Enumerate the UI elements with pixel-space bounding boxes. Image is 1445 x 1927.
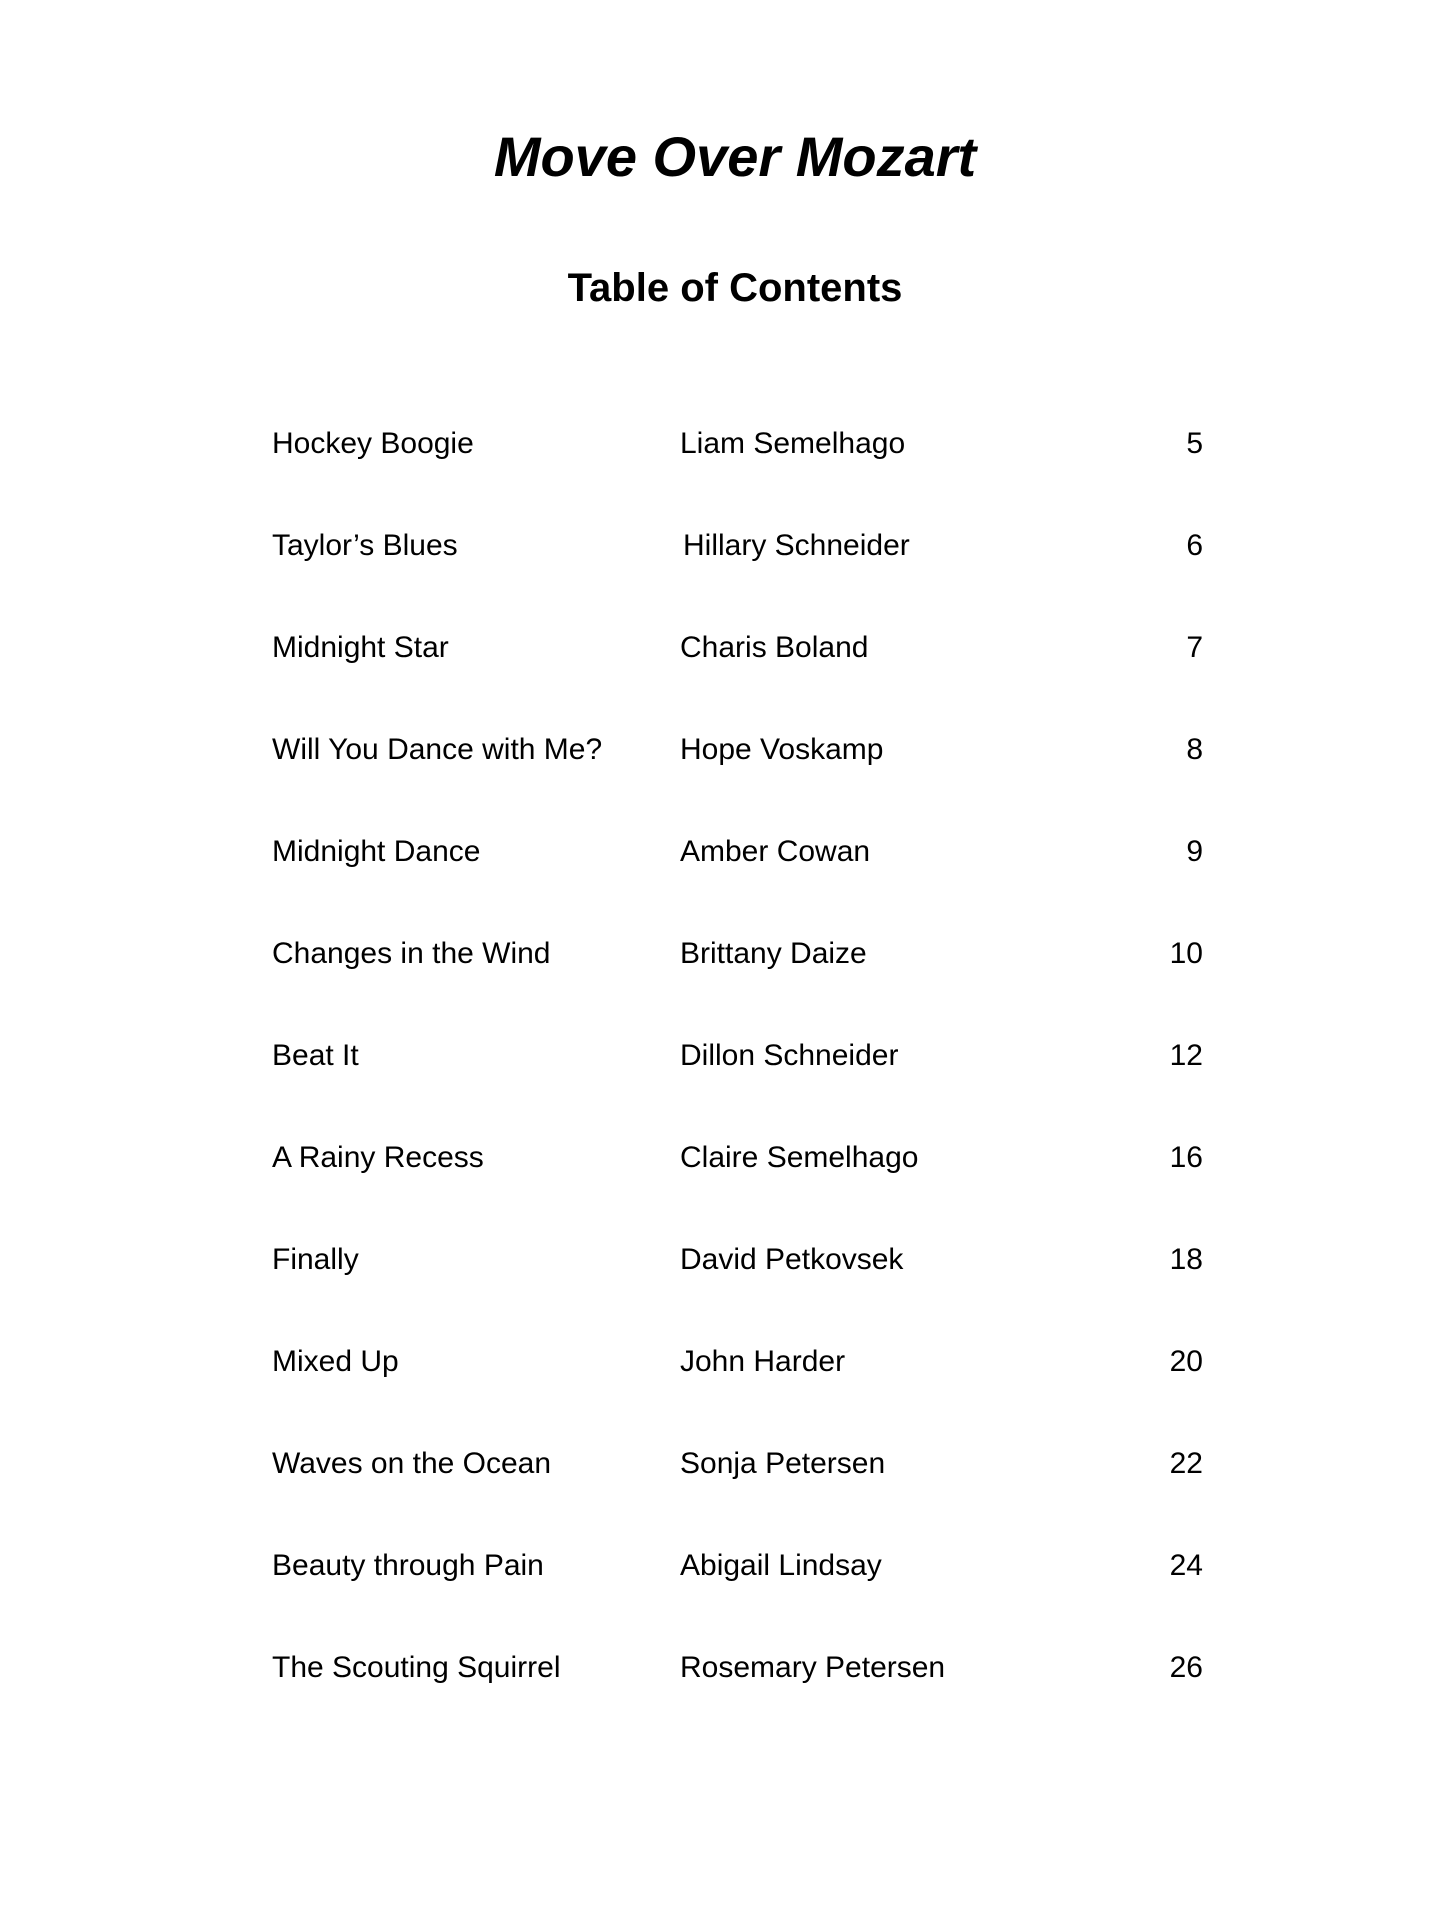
toc-entry xyxy=(272,1545,1212,1647)
entry-author: Amber Cowan xyxy=(680,835,871,868)
entry-author: Rosemary Petersen xyxy=(680,1651,946,1684)
toc-entry xyxy=(272,933,1212,1035)
entry-author: John Harder xyxy=(680,1345,846,1378)
entry-author: Liam Semelhago xyxy=(680,427,906,460)
entry-title: Will You Dance with Me? xyxy=(272,733,603,766)
toc-entry xyxy=(272,627,1212,729)
entry-page-number: 22 xyxy=(1169,1447,1203,1480)
entry-page-number: 26 xyxy=(1169,1651,1203,1684)
book-title: Move Over Mozart xyxy=(493,125,977,188)
entry-author: Charis Boland xyxy=(680,631,869,664)
entry-page-number: 9 xyxy=(1186,835,1203,868)
entry-title: Beat It xyxy=(272,1039,359,1072)
entry-title: Changes in the Wind xyxy=(272,937,551,970)
entry-author: David Petkovsek xyxy=(680,1243,904,1276)
entry-title: The Scouting Squirrel xyxy=(272,1651,561,1684)
entry-author: Brittany Daize xyxy=(680,937,867,970)
toc-entry xyxy=(272,729,1212,831)
entry-page-number: 7 xyxy=(1186,631,1203,664)
entry-author: Hope Voskamp xyxy=(680,733,884,766)
entry-page-number: 16 xyxy=(1169,1141,1203,1174)
entry-page-number: 12 xyxy=(1169,1039,1203,1072)
toc-list xyxy=(272,423,1212,1749)
entry-page-number: 24 xyxy=(1169,1549,1203,1582)
entry-title: Midnight Dance xyxy=(272,835,481,868)
entry-title: Mixed Up xyxy=(272,1345,399,1378)
entry-page-number: 5 xyxy=(1186,427,1203,460)
toc-entry xyxy=(272,1239,1212,1341)
entry-author: Hillary Schneider xyxy=(683,529,910,562)
toc-entry xyxy=(272,525,1212,627)
toc-entry xyxy=(272,423,1212,525)
entry-title: Beauty through Pain xyxy=(272,1549,544,1582)
toc-entry xyxy=(272,1443,1212,1545)
entry-title: Midnight Star xyxy=(272,631,449,664)
entry-page-number: 8 xyxy=(1186,733,1203,766)
entry-author: Abigail Lindsay xyxy=(680,1549,882,1582)
toc-heading: Table of Contents xyxy=(567,266,903,310)
entry-title: Waves on the Ocean xyxy=(272,1447,552,1480)
entry-author: Claire Semelhago xyxy=(680,1141,919,1174)
toc-entry xyxy=(272,1647,1212,1749)
toc-entry xyxy=(272,1341,1212,1443)
entry-author: Dillon Schneider xyxy=(680,1039,899,1072)
entry-title: Hockey Boogie xyxy=(272,427,474,460)
entry-title: A Rainy Recess xyxy=(272,1141,484,1174)
entry-title: Taylor’s Blues xyxy=(272,529,458,562)
entry-page-number: 20 xyxy=(1169,1345,1203,1378)
toc-entry xyxy=(272,831,1212,933)
toc-entry xyxy=(272,1035,1212,1137)
entry-page-number: 6 xyxy=(1186,529,1203,562)
toc-entry xyxy=(272,1137,1212,1239)
entry-author: Sonja Petersen xyxy=(680,1447,886,1480)
entry-page-number: 18 xyxy=(1169,1243,1203,1276)
entry-page-number: 10 xyxy=(1169,937,1203,970)
entry-title: Finally xyxy=(272,1243,359,1276)
